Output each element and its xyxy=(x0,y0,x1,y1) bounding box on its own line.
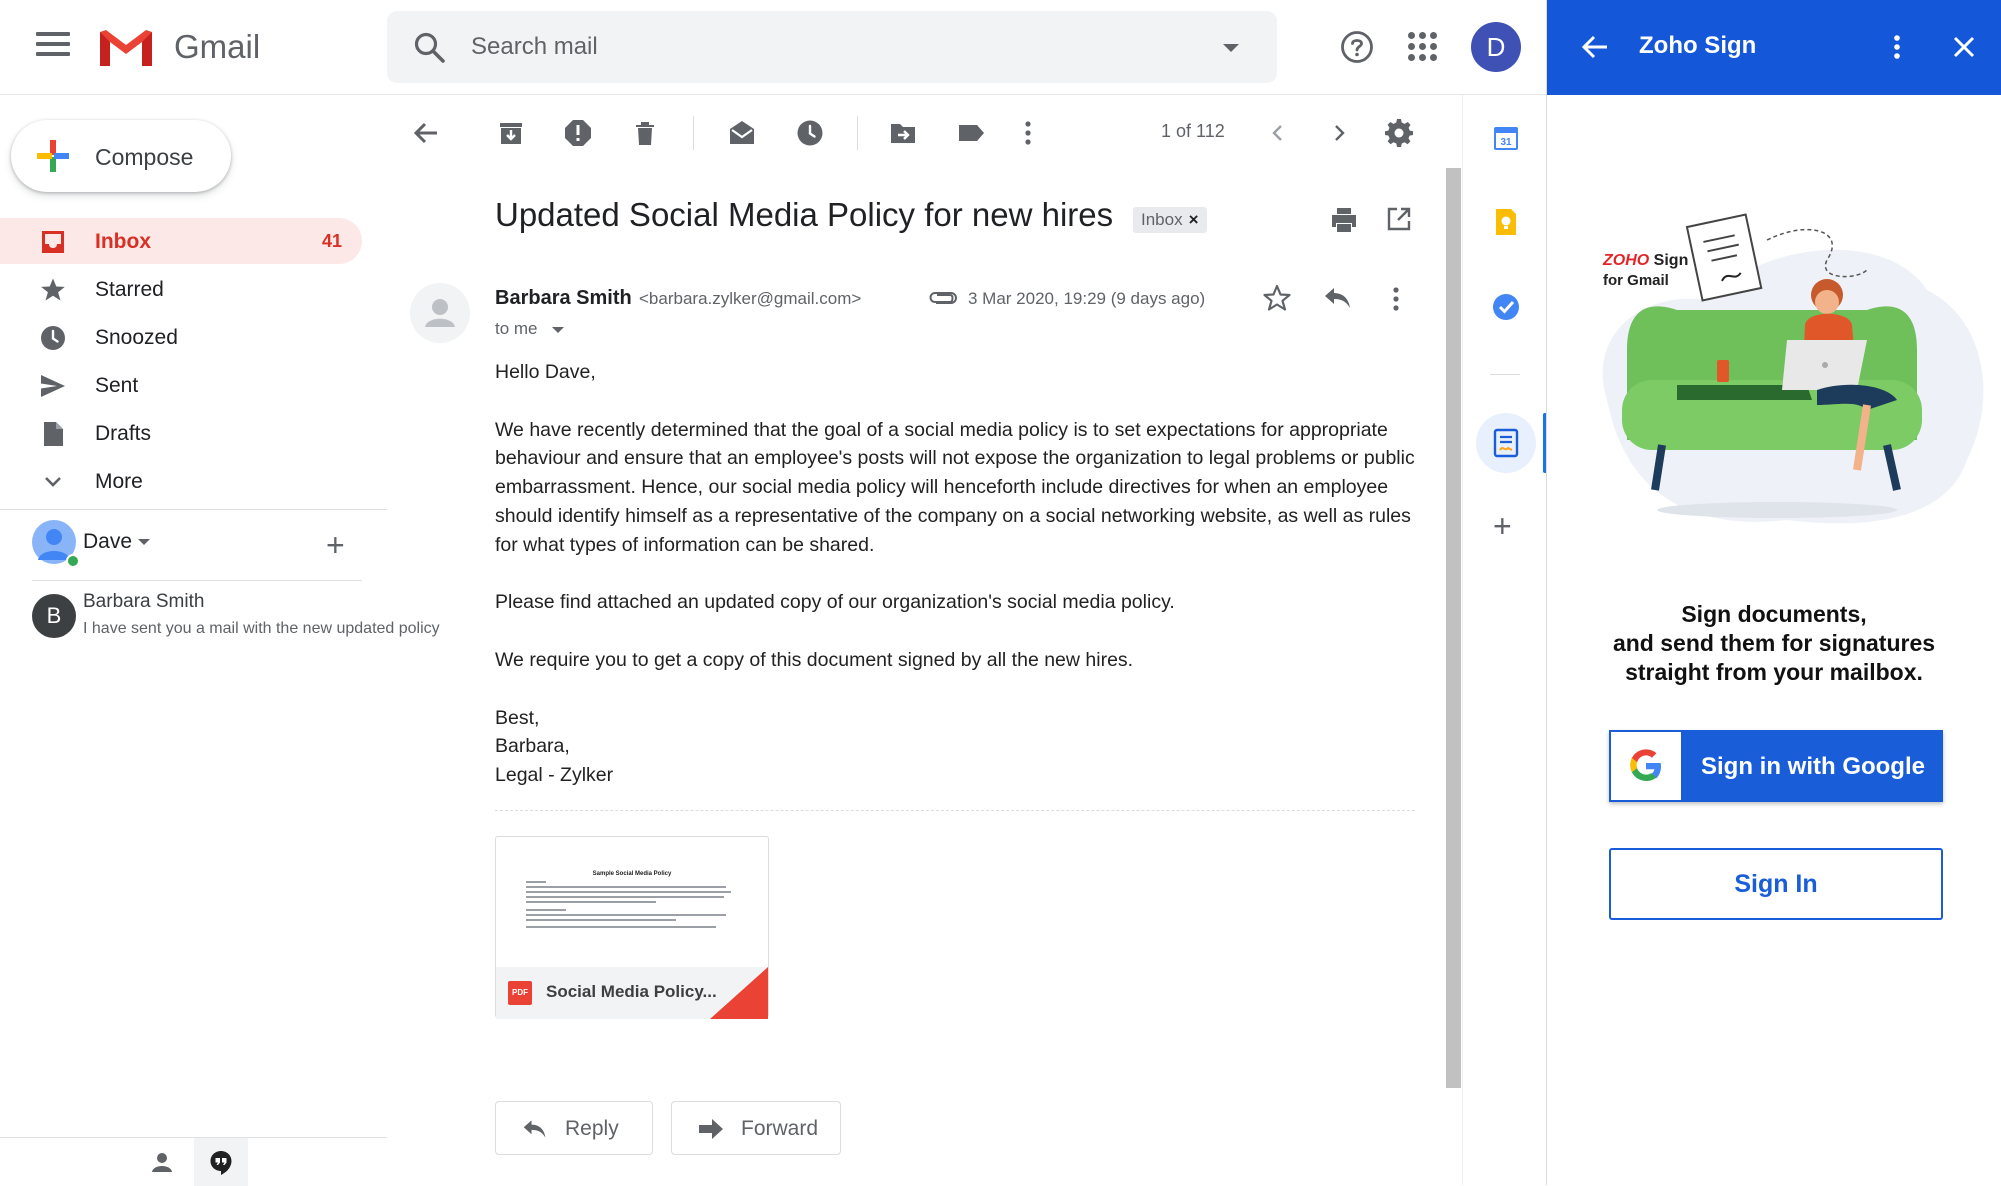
more-options-icon[interactable] xyxy=(1013,118,1043,148)
panel-more-icon[interactable] xyxy=(1893,34,1901,60)
sender-name[interactable]: Barbara Smith xyxy=(495,287,632,309)
forward-icon xyxy=(698,1117,724,1141)
zoho-panel-title: Zoho Sign xyxy=(1639,32,1757,59)
open-new-window-icon[interactable] xyxy=(1386,206,1412,232)
zoho-sign-panel xyxy=(1546,0,2000,1185)
new-conversation-icon[interactable]: + xyxy=(326,527,345,563)
move-to-icon[interactable] xyxy=(888,118,918,148)
clock-icon xyxy=(40,325,66,351)
newer-chevron-icon[interactable] xyxy=(1263,118,1293,148)
signoff-line: Best, xyxy=(495,706,540,729)
message-more-icon[interactable] xyxy=(1392,286,1400,312)
google-apps-icon[interactable] xyxy=(1408,32,1438,62)
addon-separator xyxy=(1490,374,1520,375)
attachment-preview xyxy=(496,837,768,967)
archive-icon[interactable] xyxy=(496,118,526,148)
sign-in-with-google-button[interactable] xyxy=(1609,730,1943,802)
mark-unread-icon[interactable] xyxy=(727,118,757,148)
print-icon[interactable] xyxy=(1330,206,1358,234)
forward-button[interactable] xyxy=(671,1101,841,1155)
settings-gear-icon[interactable] xyxy=(1384,118,1414,148)
panel-back-arrow-icon[interactable] xyxy=(1581,34,1609,60)
google-logo-box xyxy=(1611,732,1681,800)
email-body xyxy=(495,358,1415,790)
delete-icon[interactable] xyxy=(630,118,660,148)
zoho-tagline-sign: Sign xyxy=(1653,252,1689,269)
zoho-sign-addon-button[interactable] xyxy=(1476,413,1536,473)
show-details-caret-icon[interactable] xyxy=(552,327,564,333)
search-options-caret-icon[interactable] xyxy=(1223,44,1239,52)
nav-item-sent[interactable] xyxy=(0,362,362,408)
body-paragraph: We have recently determined that the goal of a social media policy is to set expectations for appropriate behaviour and ensure that an employee's posts will not expose the organization to legal problems or public embarrassment. Hence, our social media policy will henceforth include directives for when an employee should identify himself as a representative of the company on a social networking website, as well as rules for what types of information can be shared. xyxy=(495,418,1415,556)
contacts-person-icon[interactable] xyxy=(150,1150,174,1174)
hangouts-tab[interactable] xyxy=(194,1138,248,1186)
nav-item-more[interactable] xyxy=(0,458,362,504)
zoho-tagline-gmail: for Gmail xyxy=(1603,272,1669,289)
hangouts-bottom-bar xyxy=(0,1137,387,1185)
promo-line: and send them for signatures xyxy=(1612,630,1936,656)
side-panel-divider xyxy=(1462,95,1463,1185)
toolbar-separator xyxy=(857,116,858,150)
email-date: 3 Mar 2020, 19:29 (9 days ago) xyxy=(968,289,1206,308)
online-status-dot xyxy=(66,554,80,568)
google-button-label: Sign in with Google xyxy=(1701,753,1925,780)
help-icon[interactable] xyxy=(1340,30,1374,64)
account-avatar[interactable]: D xyxy=(1471,22,1521,72)
svg-text:31: 31 xyxy=(1500,137,1512,148)
zoho-sign-addon-icon xyxy=(1492,428,1520,458)
inbox-icon xyxy=(40,229,66,255)
star-icon xyxy=(40,277,66,303)
promo-line: straight from your mailbox. xyxy=(1625,659,1923,685)
back-arrow-icon[interactable] xyxy=(411,118,441,148)
zoho-logo-tagline: ZOHO Sign xyxy=(1603,252,1689,269)
remove-label-icon[interactable]: × xyxy=(1188,210,1199,229)
nav-item-starred[interactable] xyxy=(0,266,362,312)
greeting: Hello Dave, xyxy=(495,361,596,383)
recipients-summary[interactable]: to me xyxy=(495,319,538,338)
signoff-line: Barbara, xyxy=(495,735,570,758)
hangouts-divider xyxy=(32,580,362,581)
body-paragraph: Please find attached an updated copy of our organization's social media policy. xyxy=(495,591,1175,614)
attachments-divider xyxy=(495,810,1415,811)
search-input[interactable] xyxy=(471,25,1161,69)
nav-label: Starred xyxy=(95,278,164,301)
sender-email: <barbara.zylker@gmail.com> xyxy=(639,289,862,308)
nav-label: Sent xyxy=(95,374,139,397)
contact-snippet[interactable]: I have sent you a mail with the new updated policy xyxy=(83,620,440,637)
nav-label: More xyxy=(95,470,143,493)
tasks-icon[interactable] xyxy=(1492,293,1520,321)
chevron-down-icon xyxy=(40,469,66,495)
zoho-panel-header xyxy=(1547,0,2001,95)
nav-item-inbox[interactable] xyxy=(0,218,362,264)
nav-label: Drafts xyxy=(95,422,152,445)
sign-in-label: Sign In xyxy=(1734,870,1818,898)
calendar-icon[interactable] xyxy=(1492,124,1520,152)
label-icon[interactable] xyxy=(956,118,986,148)
scrollbar-thumb[interactable] xyxy=(1446,168,1461,1088)
preview-title: Sample Social Media Policy xyxy=(592,871,672,877)
panel-close-icon[interactable] xyxy=(1953,36,1975,58)
promo-line: Sign documents, xyxy=(1681,601,1867,627)
send-icon xyxy=(40,373,66,399)
snooze-icon[interactable] xyxy=(795,118,825,148)
google-g-icon xyxy=(1629,749,1663,783)
nav-label: Snoozed xyxy=(95,326,178,349)
gmail-logo[interactable] xyxy=(96,24,156,70)
contact-avatar[interactable]: B xyxy=(32,594,76,638)
reply-icon xyxy=(522,1117,548,1141)
contact-name[interactable]: Barbara Smith xyxy=(83,591,205,612)
pagination-count: 1 of 112 xyxy=(1161,121,1225,141)
older-chevron-icon[interactable] xyxy=(1324,118,1354,148)
inbox-label-chip[interactable] xyxy=(1133,207,1207,233)
reply-button[interactable] xyxy=(495,1101,653,1155)
attachment-name: Social Media Policy... xyxy=(546,982,717,1001)
main-menu-icon[interactable] xyxy=(36,32,70,62)
body-paragraph: We require you to get a copy of this document signed by all the new hires. xyxy=(495,648,1134,671)
compose-label: Compose xyxy=(95,144,194,170)
nav-label: Inbox xyxy=(95,230,151,253)
label-chip-text: Inbox xyxy=(1141,210,1183,229)
attachment-corner-fold xyxy=(710,967,768,1019)
compose-button[interactable] xyxy=(11,120,231,192)
search-icon[interactable] xyxy=(413,31,447,65)
nav-item-drafts[interactable] xyxy=(0,410,362,456)
sender-avatar[interactable] xyxy=(410,283,470,343)
default-person-icon xyxy=(410,283,470,343)
toolbar-separator xyxy=(693,116,694,150)
forward-label: Forward xyxy=(741,1117,819,1140)
sign-in-button[interactable] xyxy=(1609,848,1943,920)
hangouts-status-caret-icon[interactable] xyxy=(138,539,150,545)
draft-icon xyxy=(40,421,66,447)
hangouts-user-name[interactable]: Dave xyxy=(83,530,133,553)
signoff-line: Legal - Zylker xyxy=(495,764,614,787)
attachment-card[interactable] xyxy=(495,836,769,1018)
search-bar xyxy=(387,11,1277,83)
attachment-footer xyxy=(496,967,768,1019)
reply-icon[interactable] xyxy=(1323,285,1353,311)
email-subject: Updated Social Media Policy for new hires xyxy=(495,196,1114,233)
compose-plus-icon xyxy=(35,138,71,174)
star-outline-icon[interactable] xyxy=(1262,283,1292,313)
report-spam-icon[interactable] xyxy=(563,118,593,148)
zoho-promo-message xyxy=(1587,600,1961,687)
attachment-paperclip-icon xyxy=(928,287,958,309)
hangouts-icon xyxy=(209,1150,233,1176)
reply-label: Reply xyxy=(565,1117,619,1140)
unread-count: 41 xyxy=(321,231,342,251)
pdf-icon: PDF xyxy=(508,981,532,1005)
get-addons-plus-icon[interactable]: + xyxy=(1493,508,1512,544)
nav-item-snoozed[interactable] xyxy=(0,314,362,360)
keep-icon[interactable] xyxy=(1492,208,1520,236)
gmail-header xyxy=(0,0,1546,95)
nav-divider xyxy=(0,509,387,510)
gmail-wordmark: Gmail xyxy=(174,28,261,65)
